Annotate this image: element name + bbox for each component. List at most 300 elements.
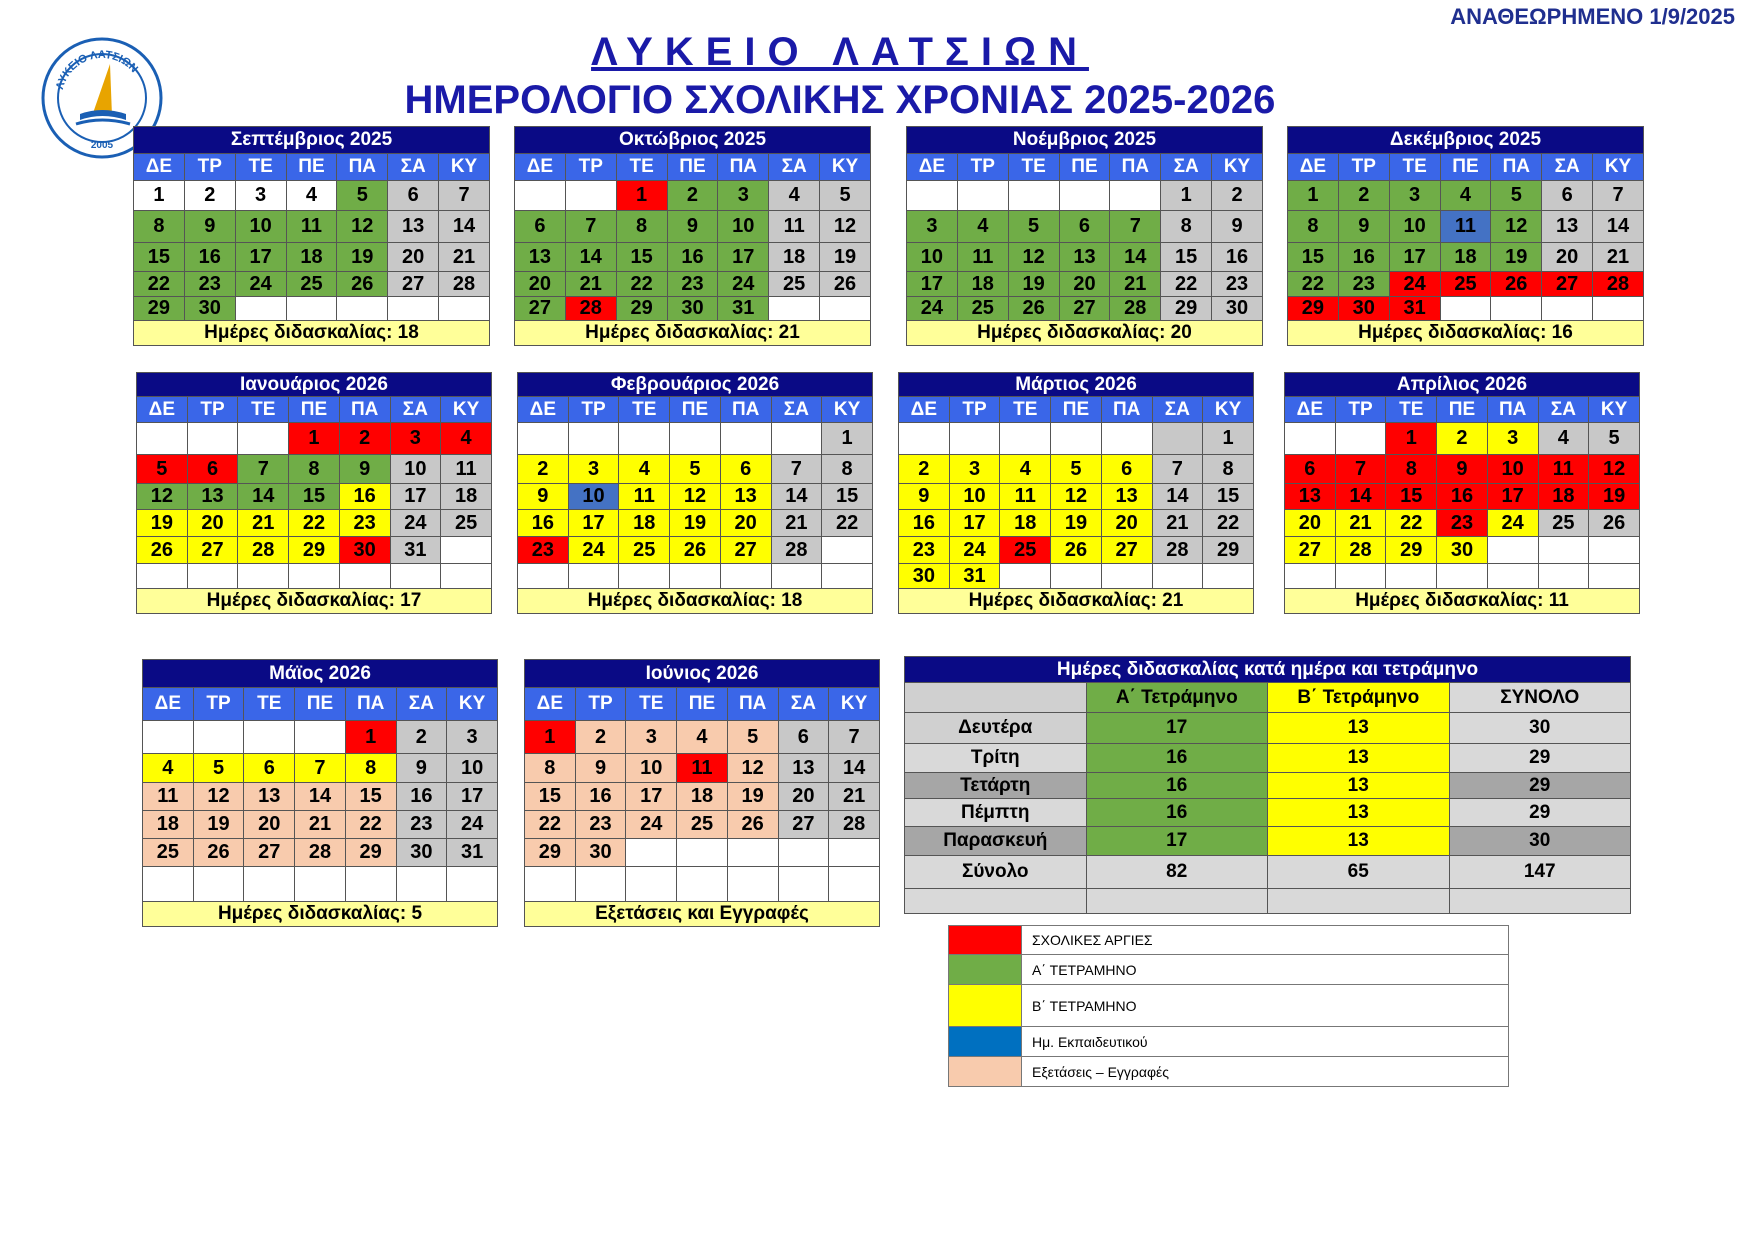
weekday-header: ΣΑ [1152, 397, 1203, 423]
empty-cell [575, 867, 626, 902]
week-row [525, 839, 880, 867]
weekday-header: ΤΡ [184, 154, 235, 181]
month-title: Ιανουάριος 2026 [137, 373, 492, 397]
empty-cell [137, 564, 188, 589]
day-cell: 17 [1487, 484, 1538, 510]
day-cell: 19 [1589, 484, 1640, 510]
day-cell: 22 [1161, 272, 1212, 297]
week-row [907, 297, 1263, 321]
day-cell: 3 [235, 181, 286, 211]
summary-row: Τρίτη 16 13 29 [905, 744, 1631, 773]
weekday-header: ΤΡ [957, 154, 1008, 181]
month-calendar [524, 659, 880, 927]
week-row [525, 867, 880, 902]
weekday-header: ΠΕ [677, 688, 728, 721]
day-cell: 14 [565, 243, 616, 272]
day-cell: 4 [1440, 181, 1491, 211]
day-cell: 20 [1542, 243, 1593, 272]
day-cell: 31 [949, 564, 1000, 589]
week-row [143, 839, 498, 867]
day-cell: 29 [1386, 537, 1437, 564]
empty-cell [1101, 423, 1152, 455]
weekday-header: ΣΑ [1161, 154, 1212, 181]
week-row [1288, 272, 1644, 297]
weekday-header: ΠΕ [1059, 154, 1110, 181]
empty-cell [244, 721, 295, 754]
weekday-header: ΣΑ [771, 397, 822, 423]
week-row [134, 211, 490, 243]
summary-col-b: Β΄ Τετράμηνο [1268, 683, 1450, 713]
teaching-days-footer: Ημέρες διδασκαλίας: 18 [518, 589, 873, 614]
weekday-header: ΤΡ [1335, 397, 1386, 423]
day-cell: 5 [1051, 455, 1102, 484]
empty-cell [143, 721, 194, 754]
day-cell: 11 [441, 455, 492, 484]
teaching-days-footer: Ημέρες διδασκαλίας: 20 [907, 321, 1263, 346]
weekday-header: ΚΥ [439, 154, 490, 181]
legend-item: Β΄ ΤΕΤΡΑΜΗΝΟ [949, 985, 1509, 1027]
day-cell: 11 [1000, 484, 1051, 510]
day-cell: 20 [778, 783, 829, 811]
month-title: Απρίλιος 2026 [1285, 373, 1640, 397]
weekday-header: ΠΑ [339, 397, 390, 423]
empty-cell [187, 423, 238, 455]
day-cell: 4 [143, 754, 194, 783]
day-cell: 13 [1101, 484, 1152, 510]
week-row [518, 564, 873, 589]
day-cell: 27 [1059, 297, 1110, 321]
day-cell: 17 [568, 510, 619, 537]
day-cell: 27 [720, 537, 771, 564]
day-cell: 14 [439, 211, 490, 243]
week-row [1288, 243, 1644, 272]
empty-cell [1203, 564, 1254, 589]
summary-row: Δευτέρα 17 13 30 [905, 713, 1631, 744]
day-cell: 28 [295, 839, 346, 867]
legend-item: Εξετάσεις – Εγγραφές [949, 1057, 1509, 1087]
weekday-header: ΔΕ [525, 688, 576, 721]
day-cell: 17 [390, 484, 441, 510]
weekday-header: ΤΕ [619, 397, 670, 423]
day-cell: 14 [1335, 484, 1386, 510]
weekday-header: ΔΕ [143, 688, 194, 721]
empty-cell [949, 423, 1000, 455]
day-cell: 18 [957, 272, 1008, 297]
day-cell: 13 [1542, 211, 1593, 243]
day-cell: 9 [1212, 211, 1263, 243]
day-cell: 19 [1051, 510, 1102, 537]
summary-total-row: Σύνολο 82 65 147 [905, 856, 1631, 889]
day-cell: 28 [439, 272, 490, 297]
day-cell: 28 [1335, 537, 1386, 564]
weekday-header: ΠΕ [1440, 154, 1491, 181]
day-cell: 10 [1389, 211, 1440, 243]
day-cell: 28 [829, 811, 880, 839]
week-row [1288, 297, 1644, 321]
day-cell: 5 [1008, 211, 1059, 243]
day-cell: 21 [829, 783, 880, 811]
empty-cell [339, 564, 390, 589]
week-row [907, 243, 1263, 272]
day-cell: 18 [441, 484, 492, 510]
day-cell: 30 [899, 564, 950, 589]
day-cell: 2 [339, 423, 390, 455]
day-cell: 7 [439, 181, 490, 211]
day-cell: 13 [244, 783, 295, 811]
empty-cell [1051, 423, 1102, 455]
day-cell: 18 [143, 811, 194, 839]
weekday-header: ΣΑ [769, 154, 820, 181]
day-cell: 25 [957, 297, 1008, 321]
week-row [1285, 564, 1640, 589]
day-cell: 6 [388, 181, 439, 211]
day-cell: 27 [388, 272, 439, 297]
day-cell: 12 [137, 484, 188, 510]
day-cell: 4 [441, 423, 492, 455]
weekday-header: ΣΑ [390, 397, 441, 423]
day-cell: 16 [667, 243, 718, 272]
empty-cell [1538, 537, 1589, 564]
teaching-days-footer: Ημέρες διδασκαλίας: 21 [899, 589, 1254, 614]
day-cell: 24 [1487, 510, 1538, 537]
empty-cell [568, 564, 619, 589]
day-cell: 1 [1288, 181, 1339, 211]
weekday-header: ΤΡ [187, 397, 238, 423]
empty-cell [295, 867, 346, 902]
day-cell: 17 [907, 272, 958, 297]
empty-cell [619, 564, 670, 589]
week-row [525, 811, 880, 839]
day-cell: 1 [1203, 423, 1254, 455]
day-cell: 11 [957, 243, 1008, 272]
weekday-header: ΠΕ [1437, 397, 1488, 423]
empty-cell [238, 564, 289, 589]
day-cell: 10 [235, 211, 286, 243]
day-cell: 24 [235, 272, 286, 297]
day-cell: 25 [1440, 272, 1491, 297]
weekday-header: ΔΕ [907, 154, 958, 181]
empty-cell [1285, 423, 1336, 455]
day-cell: 15 [289, 484, 340, 510]
empty-cell [626, 867, 677, 902]
day-cell: 22 [1386, 510, 1437, 537]
empty-cell [1152, 564, 1203, 589]
day-cell: 13 [388, 211, 439, 243]
day-cell: 28 [238, 537, 289, 564]
day-cell: 11 [1538, 455, 1589, 484]
day-cell: 15 [1203, 484, 1254, 510]
empty-cell [390, 564, 441, 589]
day-cell: 24 [949, 537, 1000, 564]
day-cell: 9 [518, 484, 569, 510]
empty-cell [1487, 564, 1538, 589]
day-cell: 8 [525, 754, 576, 783]
day-cell: 21 [238, 510, 289, 537]
day-cell: 2 [518, 455, 569, 484]
empty-cell [193, 721, 244, 754]
empty-cell [143, 867, 194, 902]
day-cell: 23 [899, 537, 950, 564]
month-title: Μάρτιος 2026 [899, 373, 1254, 397]
day-cell: 31 [1389, 297, 1440, 321]
week-row [134, 181, 490, 211]
day-cell: 9 [667, 211, 718, 243]
day-cell: 20 [1059, 272, 1110, 297]
day-cell: 23 [1437, 510, 1488, 537]
day-cell: 8 [1203, 455, 1254, 484]
weekday-header: ΔΕ [518, 397, 569, 423]
weekday-header: ΤΕ [244, 688, 295, 721]
empty-cell [1538, 564, 1589, 589]
weekday-header: ΣΑ [1542, 154, 1593, 181]
week-row [143, 867, 498, 902]
empty-cell [1335, 564, 1386, 589]
day-cell: 23 [184, 272, 235, 297]
day-cell: 27 [1542, 272, 1593, 297]
day-cell: 26 [670, 537, 721, 564]
calendar-title: ΗΜΕΡΟΛΟΓΙΟ ΣΧΟΛΙΚΗΣ ΧΡΟΝΙΑΣ 2025-2026 [404, 78, 1276, 122]
legend-swatch [949, 1027, 1022, 1057]
day-cell: 31 [390, 537, 441, 564]
day-cell: 29 [1203, 537, 1254, 564]
day-cell: 18 [769, 243, 820, 272]
day-cell: 4 [619, 455, 670, 484]
week-row [525, 721, 880, 754]
empty-cell [1542, 297, 1593, 321]
week-row [515, 272, 871, 297]
day-cell: 6 [778, 721, 829, 754]
day-cell: 20 [720, 510, 771, 537]
weekday-header: ΤΡ [565, 154, 616, 181]
day-cell: 1 [822, 423, 873, 455]
day-cell: 22 [1288, 272, 1339, 297]
day-cell: 3 [1389, 181, 1440, 211]
day-cell: 8 [345, 754, 396, 783]
day-cell: 31 [718, 297, 769, 321]
day-cell: 19 [727, 783, 778, 811]
day-cell: 20 [1101, 510, 1152, 537]
empty-cell [1589, 564, 1640, 589]
week-row [1285, 455, 1640, 484]
day-cell: 15 [1386, 484, 1437, 510]
day-cell: 20 [388, 243, 439, 272]
empty-cell [187, 564, 238, 589]
week-row [907, 181, 1263, 211]
day-cell: 3 [949, 455, 1000, 484]
empty-cell [957, 181, 1008, 211]
week-row [134, 272, 490, 297]
day-cell: 10 [447, 754, 498, 783]
day-cell: 7 [1335, 455, 1386, 484]
summary-col-total: ΣΥΝΟΛΟ [1449, 683, 1631, 713]
day-cell: 7 [238, 455, 289, 484]
day-cell: 26 [137, 537, 188, 564]
month-title: Νοέμβριος 2025 [907, 127, 1263, 154]
week-row [1285, 537, 1640, 564]
day-cell: 6 [1059, 211, 1110, 243]
day-cell: 15 [525, 783, 576, 811]
day-cell: 14 [1593, 211, 1644, 243]
day-cell: 26 [1491, 272, 1542, 297]
empty-cell [626, 839, 677, 867]
day-cell: 16 [396, 783, 447, 811]
day-cell: 20 [515, 272, 566, 297]
empty-cell [1051, 564, 1102, 589]
day-cell: 18 [1538, 484, 1589, 510]
week-row [518, 510, 873, 537]
weekday-header: ΔΕ [1285, 397, 1336, 423]
day-cell: 9 [1338, 211, 1389, 243]
day-cell: 8 [1386, 455, 1437, 484]
week-row [518, 484, 873, 510]
day-cell: 18 [286, 243, 337, 272]
empty-cell [1487, 537, 1538, 564]
empty-cell [769, 297, 820, 321]
empty-cell [677, 867, 728, 902]
day-cell: 2 [1212, 181, 1263, 211]
day-cell: 9 [1437, 455, 1488, 484]
day-cell: 13 [515, 243, 566, 272]
summary-row: Πέμπτη 16 13 29 [905, 799, 1631, 827]
weekday-header: ΠΑ [1110, 154, 1161, 181]
day-cell: 22 [822, 510, 873, 537]
week-row [134, 243, 490, 272]
day-cell: 20 [1285, 510, 1336, 537]
empty-cell [1101, 564, 1152, 589]
empty-cell [829, 839, 880, 867]
teaching-days-footer: Ημέρες διδασκαλίας: 17 [137, 589, 492, 614]
day-cell: 31 [447, 839, 498, 867]
day-cell: 21 [1110, 272, 1161, 297]
week-row [899, 455, 1254, 484]
week-row [143, 783, 498, 811]
weekday-header: ΠΑ [1101, 397, 1152, 423]
month-calendar [1287, 126, 1644, 346]
day-cell: 20 [187, 510, 238, 537]
weekday-header: ΚΥ [829, 688, 880, 721]
day-cell: 27 [1285, 537, 1336, 564]
day-cell: 6 [1542, 181, 1593, 211]
day-cell: 22 [1203, 510, 1254, 537]
month-title: Ιούνιος 2026 [525, 660, 880, 688]
week-row [515, 211, 871, 243]
day-cell: 8 [134, 211, 185, 243]
summary-table [904, 656, 1631, 914]
day-cell: 30 [667, 297, 718, 321]
weekday-header: ΚΥ [1589, 397, 1640, 423]
day-cell: 22 [525, 811, 576, 839]
week-row [137, 484, 492, 510]
day-cell: 18 [677, 783, 728, 811]
empty-cell [515, 181, 566, 211]
day-cell: 19 [1491, 243, 1542, 272]
revision-note: ΑΝΑΘΕΩΡΗΜΕΝΟ 1/9/2025 [1450, 4, 1735, 29]
day-cell: 25 [1538, 510, 1589, 537]
day-cell: 3 [626, 721, 677, 754]
weekday-header: ΤΕ [1008, 154, 1059, 181]
week-row [143, 721, 498, 754]
day-cell: 3 [718, 181, 769, 211]
day-cell: 20 [244, 811, 295, 839]
legend-swatch [949, 955, 1022, 985]
day-cell: 23 [1338, 272, 1389, 297]
day-cell: 24 [390, 510, 441, 537]
day-cell: 7 [565, 211, 616, 243]
day-cell: 29 [525, 839, 576, 867]
day-cell: 1 [1386, 423, 1437, 455]
day-cell: 26 [820, 272, 871, 297]
day-cell: 5 [193, 754, 244, 783]
empty-cell [1000, 423, 1051, 455]
weekday-header: ΤΕ [1386, 397, 1437, 423]
empty-cell [771, 423, 822, 455]
empty-cell [568, 423, 619, 455]
day-cell: 7 [1110, 211, 1161, 243]
day-cell: 28 [565, 297, 616, 321]
day-cell: 12 [1589, 455, 1640, 484]
empty-cell [1386, 564, 1437, 589]
month-calendar [514, 126, 871, 346]
day-cell: 1 [616, 181, 667, 211]
day-cell: 24 [447, 811, 498, 839]
month-calendar [1284, 372, 1640, 614]
day-cell: 1 [134, 181, 185, 211]
empty-cell [388, 297, 439, 321]
day-cell: 12 [820, 211, 871, 243]
weekday-header: ΤΕ [1389, 154, 1440, 181]
day-cell: 11 [286, 211, 337, 243]
empty-cell [822, 537, 873, 564]
day-cell: 22 [134, 272, 185, 297]
empty-cell [238, 423, 289, 455]
summary-title: Ημέρες διδασκαλίας κατά ημέρα και τετράμηνο [905, 657, 1631, 683]
empty-cell [907, 181, 958, 211]
empty-cell [1059, 181, 1110, 211]
day-cell: 24 [568, 537, 619, 564]
day-cell: 16 [1212, 243, 1263, 272]
month-calendar [906, 126, 1263, 346]
weekday-header: ΠΑ [345, 688, 396, 721]
weekday-header: ΠΑ [337, 154, 388, 181]
day-cell: 24 [907, 297, 958, 321]
day-cell: 28 [771, 537, 822, 564]
weekday-header: ΠΕ [667, 154, 718, 181]
day-cell: 2 [575, 721, 626, 754]
week-row [143, 754, 498, 783]
empty-cell [778, 867, 829, 902]
empty-cell [727, 867, 778, 902]
empty-cell [778, 839, 829, 867]
teaching-days-footer: Ημέρες διδασκαλίας: 18 [134, 321, 490, 346]
day-cell: 16 [1437, 484, 1488, 510]
weekday-header: ΤΡ [949, 397, 1000, 423]
day-cell: 15 [616, 243, 667, 272]
day-cell: 21 [1152, 510, 1203, 537]
weekday-header: ΠΕ [1051, 397, 1102, 423]
day-cell: 24 [626, 811, 677, 839]
empty-cell [441, 564, 492, 589]
day-cell: 13 [1059, 243, 1110, 272]
day-cell: 8 [289, 455, 340, 484]
day-cell: 5 [1491, 181, 1542, 211]
day-cell: 21 [1593, 243, 1644, 272]
day-cell: 9 [899, 484, 950, 510]
week-row [1288, 211, 1644, 243]
day-cell: 27 [244, 839, 295, 867]
empty-cell [771, 564, 822, 589]
weekday-header: ΚΥ [1203, 397, 1254, 423]
day-cell: 9 [396, 754, 447, 783]
